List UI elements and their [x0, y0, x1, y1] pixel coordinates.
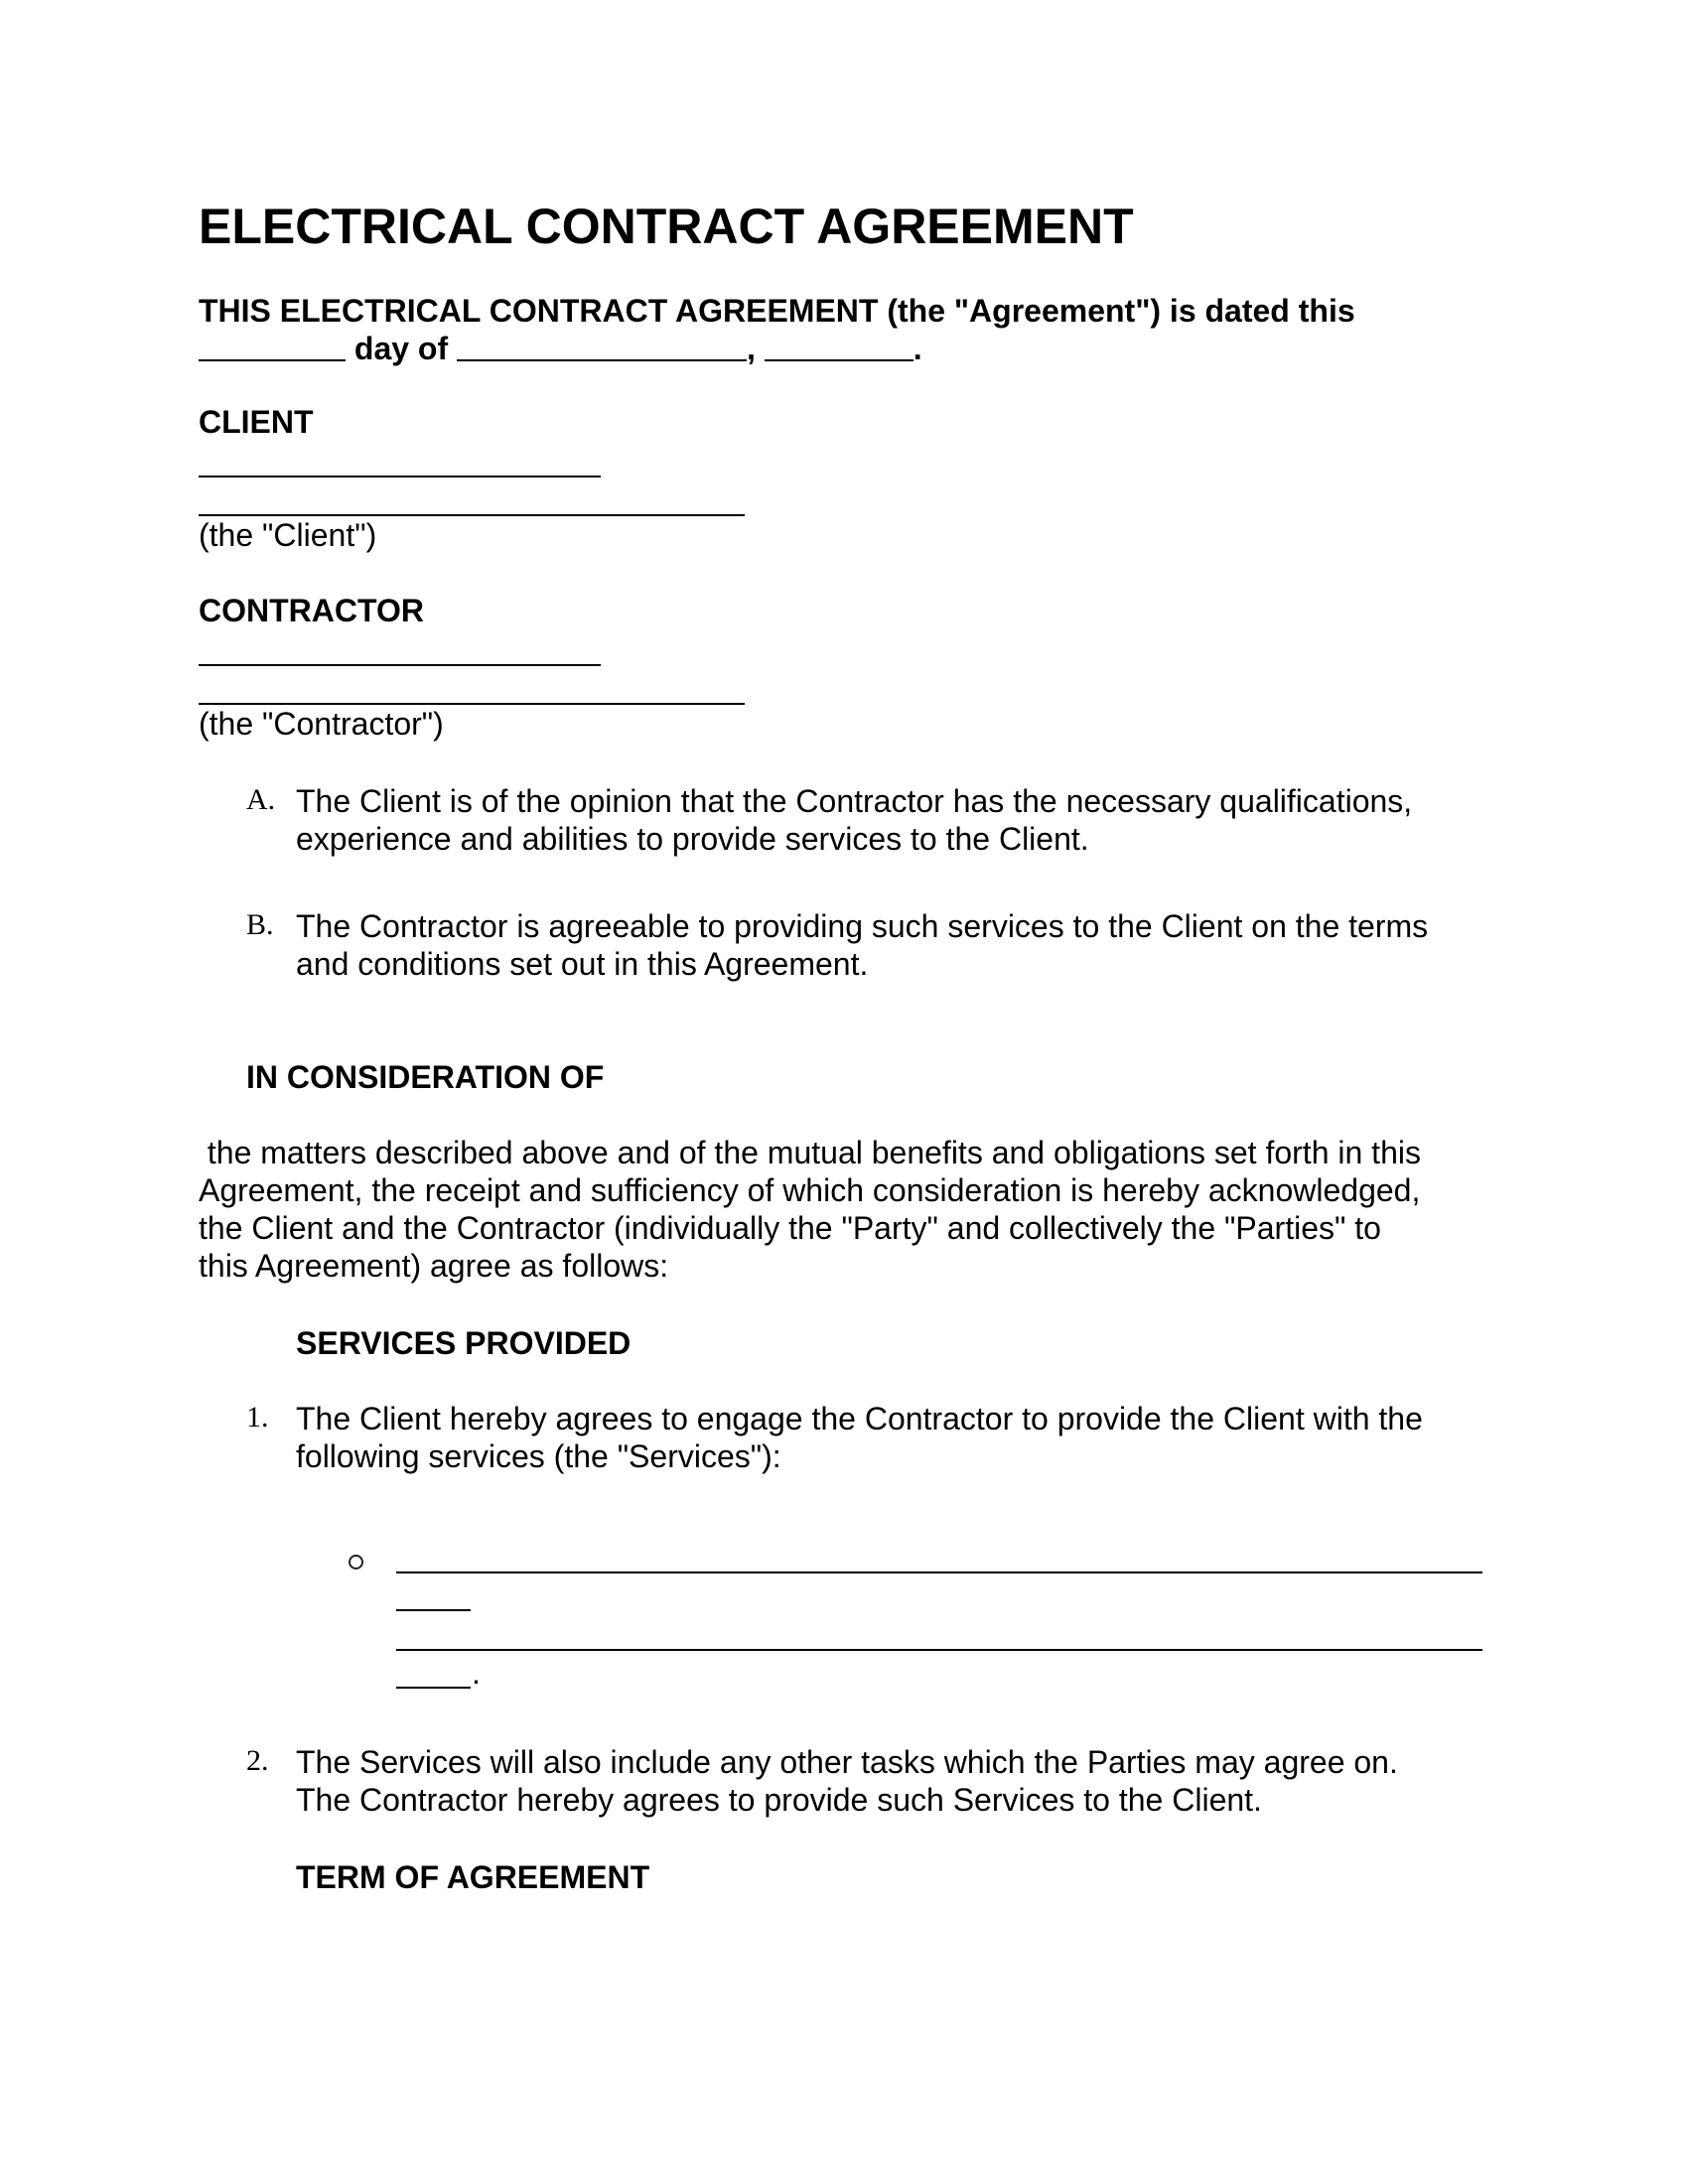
recital-b-line-1: The Contractor is agreeable to providing such services to the Client on the terms [296, 908, 1429, 944]
services-item-1-line-2: following services (the "Services"): [296, 1438, 781, 1474]
service-blank-period: . [472, 1655, 481, 1691]
recital-a-line-1: The Client is of the opinion that the Contractor has the necessary qualifications, [296, 783, 1413, 819]
intro-line-2 [199, 330, 922, 367]
contractor-heading: CONTRACTOR [199, 593, 424, 628]
client-heading: CLIENT [199, 404, 314, 440]
recital-marker: A. [246, 783, 276, 816]
circle-bullet-icon [349, 1555, 363, 1570]
contractor-label: (the "Contractor") [199, 706, 444, 742]
list-number: 2. [246, 1744, 269, 1777]
period-text: . [913, 331, 922, 366]
comma-text: , [747, 331, 756, 366]
recital-a-line-2: experience and abilities to provide services to the Client. [296, 821, 1089, 857]
consideration-line: this Agreement) agree as follows: [199, 1248, 669, 1284]
consideration-heading: IN CONSIDERATION OF [246, 1059, 605, 1095]
service-blank-line[interactable] [396, 1649, 1482, 1651]
list-number: 1. [246, 1401, 269, 1433]
client-label: (the "Client") [199, 517, 377, 553]
services-item-2-line-1: The Services will also include any other tasks which the Parties may agree on. [296, 1744, 1398, 1780]
service-blank-line[interactable] [396, 1571, 1482, 1573]
consideration-line: the Client and the Contractor (individually the "Party" and collectively the "Parties" to [199, 1210, 1381, 1246]
services-heading: SERVICES PROVIDED [296, 1325, 632, 1361]
recital-b-line-2: and conditions set out in this Agreement. [296, 946, 869, 982]
year-blank[interactable] [765, 359, 914, 361]
document-title: ELECTRICAL CONTRACT AGREEMENT [199, 199, 1134, 254]
day-of-text: day of [353, 331, 449, 366]
services-item-1-line-1: The Client hereby agrees to engage the Contractor to provide the Client with the [296, 1401, 1423, 1436]
services-item-2-line-2: The Contractor hereby agrees to provide such Services to the Client. [296, 1782, 1262, 1818]
service-blank-line[interactable] [396, 1609, 471, 1611]
consideration-line: Agreement, the receipt and sufficiency of which consideration is hereby acknowledged, [199, 1172, 1421, 1208]
month-blank[interactable] [457, 359, 747, 361]
client-name-line[interactable] [199, 476, 601, 478]
contractor-name-line[interactable] [199, 664, 601, 666]
service-blank-line[interactable] [396, 1687, 471, 1689]
recital-marker: B. [246, 908, 274, 941]
day-blank[interactable] [199, 359, 346, 361]
consideration-line: the matters described above and of the mutual benefits and obligations set forth in this [199, 1135, 1421, 1170]
term-heading: TERM OF AGREEMENT [296, 1859, 650, 1895]
intro-line-1: THIS ELECTRICAL CONTRACT AGREEMENT (the "Agreement") is dated this [199, 293, 1355, 329]
